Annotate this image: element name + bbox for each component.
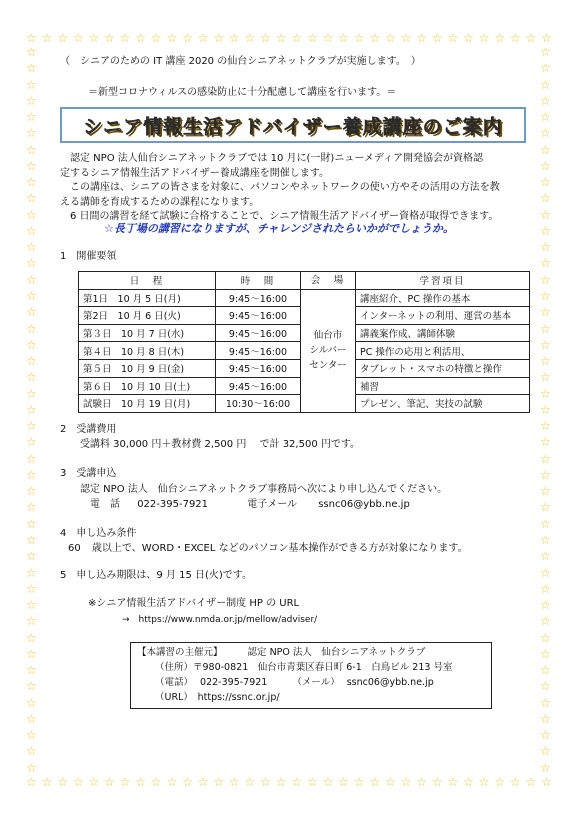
row-time: 9:45～16:00 (216, 307, 301, 325)
row-subject: 講義案作成、講師体験 (356, 324, 530, 342)
header-time: 時 間 (216, 272, 301, 290)
notice-line: ＝新型コロナウィルスの感染防止に十分配慮して講座を行います。＝ (88, 87, 397, 98)
venue-cell (301, 289, 356, 412)
venue-line: 仙台市 (313, 330, 343, 342)
row-time: 9:45～16:00 (216, 289, 301, 307)
venue-line: センター (309, 360, 347, 372)
section-1-title: 1 開催要領 (60, 251, 117, 262)
banner-title: シニア情報生活アドバイザー養成講座のご案内 (83, 115, 503, 138)
table-row (79, 289, 530, 307)
row-subject: タブレット・スマホの特徴と操作 (356, 359, 530, 377)
section-2-body: 受講料 30,000 円＋教材費 2,500 円 で計 32,500 円です。 (80, 439, 361, 450)
host-address: （住所）〒980-0821 仙台市青葉区春日町 6-1 白鳥ビル 213 号室 (155, 662, 453, 673)
row-date: 試験日 10 月 19 日(月) (79, 395, 216, 413)
paragraph-line: 認定 NPO 法人仙台シニアネットクラブでは 10 月に(一財)ニューメディア開発協会が資格認 (70, 153, 484, 164)
host-org: 認定 NPO 法人 仙台シニアネットクラブ (247, 647, 426, 658)
intro-paragraphs (60, 152, 530, 225)
title-banner (60, 107, 526, 143)
row-date: 第1日 10 月 5 日(月) (79, 289, 216, 307)
star-border-right: ☆ ☆ ☆ ☆ ☆ ☆ ☆ ☆ ☆ ☆ ☆ ☆ ☆ ☆ ☆ ☆ ☆ ☆ ☆ ☆ ☆ ☆ ☆ ☆ ☆ ☆ ☆ ☆ ☆ ☆ ☆ ☆ ☆ ☆ ☆ ☆ ☆ ☆ ☆ ☆ ☆ ☆ ☆ ☆ ☆ (540, 45, 551, 775)
challenge-line: ☆長丁場の講習になりますが、チャレンジされたらいかがでしょうか。 (104, 222, 454, 235)
row-subject: 補習 (356, 377, 530, 395)
row-date: 第５日 10 月 9 日(金) (79, 359, 216, 377)
row-date: 第４日 10 月 8 日(木) (79, 342, 216, 360)
header-subject: 学習項目 (356, 272, 530, 290)
header-venue: 会 場 (301, 272, 356, 290)
email-address: ssnc06@ybb.ne.jp (318, 499, 410, 510)
star-border-left: ☆ ☆ ☆ ☆ ☆ ☆ ☆ ☆ ☆ ☆ ☆ ☆ ☆ ☆ ☆ ☆ ☆ ☆ ☆ ☆ ☆ ☆ ☆ ☆ ☆ ☆ ☆ ☆ ☆ ☆ ☆ ☆ ☆ ☆ ☆ ☆ ☆ ☆ ☆ ☆ ☆ ☆ ☆ ☆ ☆ (26, 45, 37, 775)
venue-line: シルバー (309, 345, 347, 357)
row-time: 9:45～16:00 (216, 324, 301, 342)
host-mail: ssnc06@ybb.ne.jp (346, 677, 434, 688)
header-date: 日 程 (79, 272, 216, 290)
row-subject: プレゼン、筆記、実技の試験 (356, 395, 530, 413)
host-phone: 022-395-7921 (200, 677, 268, 688)
section-4-body (68, 542, 468, 556)
section-4-title: 4 申し込み条件 (60, 528, 137, 539)
section-2-title: 2 受講費用 (60, 424, 117, 435)
email-label: 電子メール (247, 499, 298, 510)
host-header (137, 645, 485, 660)
phone-label: 電 話 (90, 499, 120, 510)
host-url[interactable]: （URL） https://ssnc.or.jp/ (155, 692, 280, 703)
section-3-contact (90, 498, 410, 512)
intro-line: （ シニアのための IT 講座 2020 の仙台シニアネットクラブが実施します。 ） (60, 56, 421, 67)
paragraph-line: この講座は、シニアの皆さまを対象に、パソコンやネットワークの使い方やその活用の方法を教 (70, 182, 500, 193)
section-3-title: 3 受講申込 (60, 468, 117, 479)
section-5-title: 5 申し込み期限は、9 月 15 日(火)です。 (60, 570, 252, 581)
row-time: 9:45～16:00 (216, 377, 301, 395)
row-time: 9:45～16:00 (216, 342, 301, 360)
age-condition: 歳以上で、WORD・EXCEL などのパソコン基本操作ができる方が対象になります。 (91, 543, 468, 554)
row-subject: 講座紹介、PC 操作の基本 (356, 289, 530, 307)
row-date: 第６日 10 月 10 日(土) (79, 377, 216, 395)
paragraph-line: 定するシニア情報生活アドバイザー養成講座を開催します。 (60, 167, 329, 179)
row-date: 第３日 10 月 7 日(水) (79, 324, 216, 342)
star-border-bottom: ☆ ☆ ☆ ☆ ☆ ☆ ☆ ☆ ☆ ☆ ☆ ☆ ☆ ☆ ☆ ☆ ☆ ☆ ☆ ☆ ☆ ☆ ☆ ☆ ☆ ☆ ☆ ☆ ☆ ☆ ☆ ☆ ☆ ☆ (26, 775, 552, 789)
star-border-top: ☆ ☆ ☆ ☆ ☆ ☆ ☆ ☆ ☆ ☆ ☆ ☆ ☆ ☆ ☆ ☆ ☆ ☆ ☆ ☆ ☆ ☆ ☆ ☆ ☆ ☆ ☆ ☆ ☆ ☆ ☆ ☆ ☆ ☆ (26, 31, 552, 45)
phone-number: 022-395-7921 (137, 499, 209, 510)
schedule-table (78, 271, 530, 413)
host-mail-label: （メール） (292, 677, 340, 688)
age-number: 60 (68, 543, 81, 554)
section-3-body: 認定 NPO 法人 仙台シニアネットクラブ事務局へ次により申し込んでください。 (80, 484, 448, 495)
url-link[interactable]: → https://www.nmda.or.jp/mellow/adviser/ (122, 615, 318, 625)
host-label: 【本講習の主催元】 (137, 647, 223, 658)
row-time: 9:45～16:00 (216, 359, 301, 377)
host-contact (137, 675, 485, 690)
row-subject: PC 操作の応用と利活用、 (356, 342, 530, 360)
row-date: 第2日 10 月 6 日(火) (79, 307, 216, 325)
row-subject: インターネットの利用、運営の基本 (356, 307, 530, 325)
table-header-row (79, 272, 530, 290)
paragraph-line: 6 日間の講習を経て試験に合格することで、シニア情報生活アドバイザー資格が取得できます。 (70, 211, 499, 222)
row-time: 10:30～16:00 (216, 395, 301, 413)
url-note-title: ※シニア情報生活アドバイザー制度 HP の URL (88, 598, 300, 609)
paragraph-line: える講師を育成するための課程になります。 (60, 196, 260, 208)
host-phone-label: （電話） (155, 677, 194, 688)
host-info-box (130, 642, 492, 709)
